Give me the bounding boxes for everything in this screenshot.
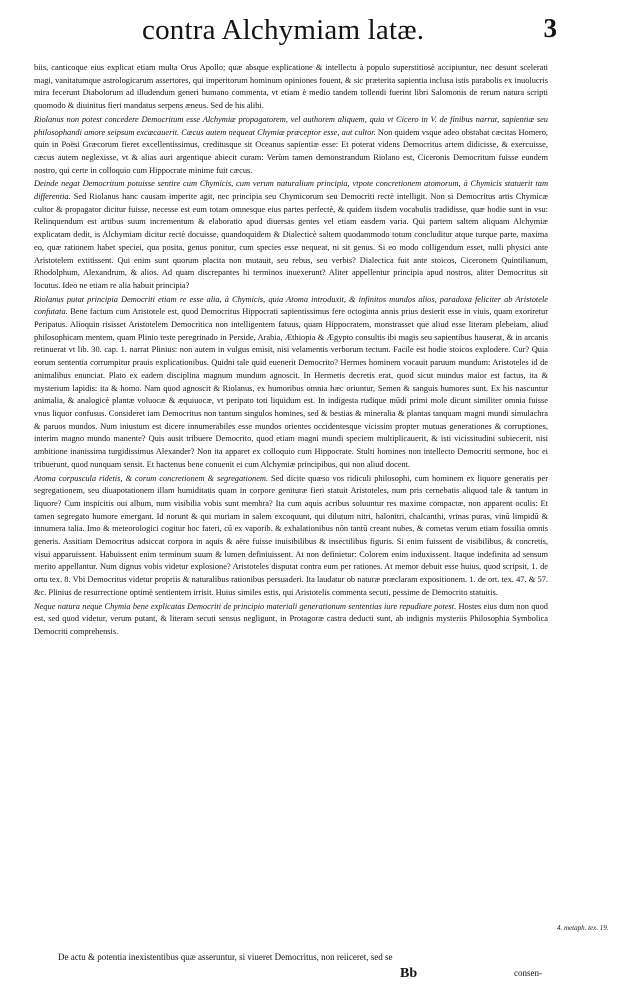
paragraph-3	[34, 178, 548, 292]
paragraph-text: Hostes eius dum non quod est, sed quod videtur, verum putant, & literam secuti sensus negligunt, in Protagoræ castra deducti sunt, ab indignis mysteriis Philosophia Symbolica Democriti comprehensis.	[34, 601, 548, 636]
paragraph-text: biis, canticoque eius explicat etiam multa Orus Apollo; quæ absque explicatione & intellectu à populo superstitiosè accipiuntur, nec desunt scelerati magi, vanitatumque astrologicarum assertores, qui imperitorum hominum opiniones fouent, & sic præterita sapientia inclusa istis parabolis ex inuolucris mira fecerunt Diabolorum ad illudendum generi humano commenta, vt etiam è medio tandem tollendi fuerint libri Salomonis de rerum natura scripti quomodo & diuinitus fieri mandatus serpens æneus. Sed de his alibi.	[34, 63, 548, 111]
paragraph-text: Non quidem vsque adeo obstabat cæcitas Homero, quin in Poësi Græcorum fieret excellentissimus, creditusque sit Oceanus sapientiæ esse: Et poterat videns Democritus artem didicisse, & exercuisse, cæcus autem neglexisse, vt & alias auri argentique abiecit curam: Verùm tamen demonstrandum Riolano est, Ciceronis Democritum fuisse eundem nostro, qui certe in colloquio cum Hippocrate minime fuit cæcus.	[34, 127, 548, 175]
page-number: 3	[543, 13, 557, 43]
paragraph-text: Sed Riolanus hanc causam imperite agit, nec principia seu Chymicorum seu Democriti rectè intelligit. Non si Democritus artis Chymicæ cultor & propagator dicitur fuisse, necesse est eum totam omnesque eius partes perfectè, & quidem iisdem vocabulis tradidisse, quæ hodie sunt in vsu: Relinquendum est artibus suum incrementum & elaboratio apud diuersas gentes vel etiam easdem varia. Qui partem saltem aliquam Alchymiæ explicatam dedit, is Alchymiam dicitur rectè docuisse, quandoquidem & Dialecticè saltem quodammodo totum concluditur atque turque parte, maxima eo, quæ rationem habet speciei, qua posita, genus ponitur, cum species esse nequeat, ni sit genus. Si eo modo colligendum esset, nulli physici ante Aristotelem extitissent. Qui enim sunt quorum placita non mutauit, seu rebus, seu verbis? Dialectica fuit ante stoicos, Ciceronem Quintilianum, Rhodolphum, Alexandrum, & alios. Ad quam discrepantes hi terminos inuexerunt? Aliter appellentur principia apud nostros, aliter Democritus sit locutus. Ideo ne etiam re alia habuit principia?	[34, 192, 548, 290]
paragraph-text: Sed dicite quæso vos ridiculi philosophi, cum hominem ex liquore generatis per segregationem, seu diuapotationem illam humiditatis quam in corpore genituræ fieri statuit Aristoteles, num pris cernebatis aliquod tale & tantum in liquore? Cum inspicitis oui album, num visibilia vobis sunt membra? Ita cum aquis acribus soluuntur res maxime compactæ, non apparent oculis: Et tamen segregato humore emergant. Id norunt & qui muriam in salem excoquunt, qui dilutum nitri, halonitri, chalcanthi, vrinas puras, vinū limpidū & innumera talia. Imo & meteorologici cogitur hoc fateri, cū ex vaporib. & exhalationibus nōn tantū creant nubes, & cometas verum etiam fossilia omnis generis. Assitiam Democritus adsiccat corpora in aquis & aëre fuisse inuisibilibus & insectilibus figuris. Si enim fuissent de visibilibus, & concretis, visui apparuissent. Habuissent enim terminum suum & lumen definiuissent. At non definietur: Colorem enim induxissent. Itaque indefinita ad sensum merito appellantur. Num dignus vobis videtur explosione? Aristoteles disputat contra eum per rationes. At memor debuit esse huius, quod scripsit, 1. de ortu tex. 8. Vbi Democritus videtur propriis & naturalibus rationibus persuaderi. Ita laudatur ob naturæ præclaram expositionem. 1. de ort. tex. 47. & 57. &c. Plinius de resurrectione optimè sentientem irrisit. Huius similes estis, qui Aristotelis commenta secuti, pessime de Democrito statuitis.	[34, 473, 549, 597]
final-line: De actu & potentia inexistentibus quæ asseruntur, si viueret Democritus, non reiiceret, sed se	[58, 952, 393, 962]
paragraph-6	[34, 601, 548, 639]
margin-note: 4. metaph. tex. 19.	[557, 924, 609, 932]
paragraph-2	[34, 114, 548, 178]
catchword: consen-	[514, 968, 542, 978]
body-text	[34, 62, 548, 639]
paragraph-5	[34, 473, 548, 600]
paragraph-italic-intro: Atoma corpuscula ridetis, & corum concretionem & segregationem.	[34, 473, 269, 483]
paragraph-4	[34, 294, 548, 472]
signature-mark: Bb	[400, 966, 418, 981]
paragraph-italic-intro: Deinde negat Democritum potuisse sentire cum Chymicis, cum verum naturalium principia, vtpote concretionem atomorum, à Chymicis statuerit tam differentia.	[34, 179, 548, 202]
paragraph-italic-intro: Riolanus putat principia Democriti etiam re esse alia, à Chymicis, quia Atoma introduxit, & infinitos mundos alios, paradoxa feliciter ab Aristotele confutata.	[34, 294, 548, 317]
paragraph-italic-intro: Riolanus non potest concedere Democritum esse Alchymiæ propagatorem, vel authorem aliquem, quia vt Cicero in V. de finibus narrat, sapientiæ seu philosophandi amore seipsum excæcauerit. Cæcus autem nequeat Chymiæ præceptor esse, aut cultor.	[34, 114, 548, 137]
page-title: contra Alchymiam latæ.	[142, 14, 425, 46]
page-footer	[0, 950, 619, 996]
paragraph-1	[34, 62, 548, 113]
running-head	[0, 4, 619, 56]
paragraph-text: Bene factum cum Aristotele est, quod Democritus Hippocrati sapientissimus fere octoginta annis prius desierit esse in viuis, quam exoriretur Peripatus. Alioquin risisset Aristotelem Democritica non intelligentem fatuus, quam Hippocratem, monstrasset que aliud esse literam plebeiam, aliud philosophicam mentem, quam Plinio teste peregrinado in Perside, Arabia, Æthiopia & Ægypto consultis ibi magis seu sapientibus hauserat, & in arcanis retinuerat vt lib. 30. cap. 1. narrat Plinius: non autem in vulgus emisit, nisi velamentis verborum tectum. Facile est hodie stoicos explodere. Cur? Quia eorum sententia corrumpitur prauis explicationibus. Quidni tale quid euenerit Democrito? Hermes hominem vocauit paruum mundum: Aristoteles id de animalibus enunciat. Plato ex eadem disciplina magnum mundum agnoscit. In Hermetis decretis erat, quod sicut mundus maior est factus, ita & mysterium lapidis: ita & homo. Nam quod agnoscit & Riolanus, ex humoribus omnia hæc oriuntur, Semen & sanguis humores sunt. Ex his nascuntur animalia, & analogicè plantæ voluocæ & æquiuocæ, vt peripato toti liquidum est. In indigesta rudique mūdi primi mole dicunt similiter omnia fuisse vnus liquor confusus. Consideret iam Democritus non tantum singulos homines, sed & bestias & mineralia & plantas tanquam magni mundi simulachra & paruos mundos. Num iniustum est dicere innumerabiles esse mundos orientes occidentesque vicissim propter mutuas generationes & corruptiones, interim magno mundo manente? Quis ausit tribuere Democrito, quod etiam magni mundi speciem multiplicauerit, & isti vicissitudini subiecerit, nisi ambitione inanissima turgidissimus Alexander? Non ita apparet ex colloquio cum Hippocrate. Stulti homines non intellecto Democriti sermone, hoc ei tribuerunt, quod nunquam sensit. Et hactenus bene conuenit ei cum Alchymiæ principibus, qui non aliud docent.	[34, 307, 548, 469]
paragraph-italic-intro: Neque natura neque Chymia bene explicatas Democriti de principio materiali generationum sententias iure repudiare potest.	[34, 601, 457, 611]
